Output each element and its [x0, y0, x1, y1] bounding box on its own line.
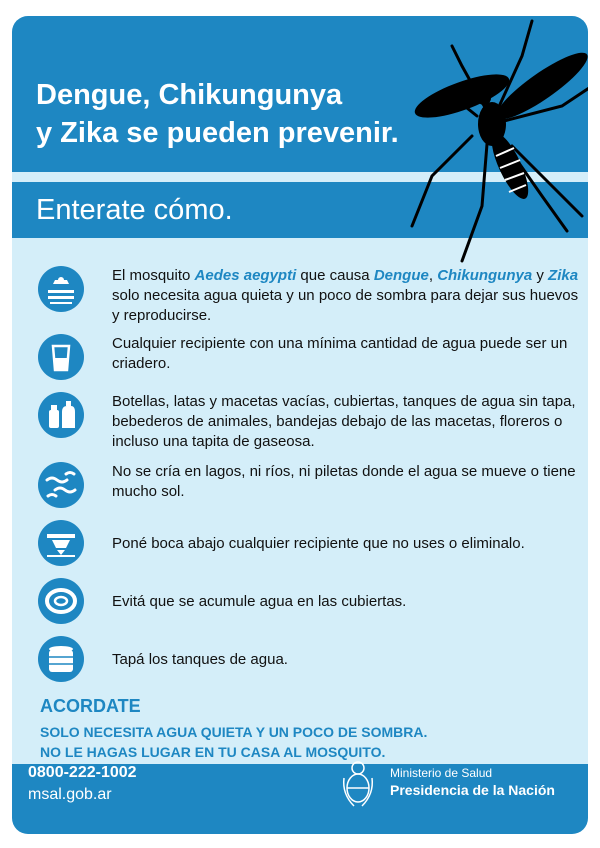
item-text-part: solo necesita agua quieta y un poco de sombra para dejar sus huevos y reproducirse.: [112, 287, 579, 324]
tank-icon: [38, 636, 84, 682]
highlighted-term: Zika: [548, 267, 579, 284]
reminder-message: [40, 722, 427, 762]
title-line-1: Dengue, Chikungunya: [36, 79, 343, 111]
item-text: [112, 266, 582, 326]
item-text-part: El mosquito: [112, 267, 195, 284]
presidency-name: Presidencia de la Nación: [390, 782, 555, 798]
website-link[interactable]: msal.gob.ar: [28, 786, 112, 803]
highlighted-term: Dengue: [373, 267, 429, 284]
tire-icon: [38, 578, 84, 624]
item-text: Tapá los tanques de agua.: [112, 651, 288, 668]
item-text-part: que causa: [296, 267, 374, 284]
mosquito-icon: [392, 16, 588, 266]
reminder-line-2: NO LE HAGAS LUGAR EN TU CASA AL MOSQUITO.: [40, 744, 386, 760]
bottles-icon: [38, 392, 84, 438]
highlighted-term: Aedes aegypti: [194, 267, 297, 284]
reminder-title: ACORDATE: [40, 696, 141, 716]
item-text: Botellas, latas y macetas vacías, cubiertas, tanques de agua sin tapa, bebederos de animales, bandejas debajo de las macetas, floreros o incluso una tapita de gaseosa.: [112, 393, 576, 450]
item-text: Cualquier recipiente con una mínima cantidad de agua puede ser un criadero.: [112, 335, 568, 372]
title-line-2: y Zika se pueden prevenir.: [36, 117, 399, 149]
national-seal-icon: [340, 758, 376, 810]
mosquito-water-icon: [38, 266, 84, 312]
glass-icon: [38, 334, 84, 380]
globe-waves-icon: [38, 462, 84, 508]
upside-down-container-icon: [38, 520, 84, 566]
poster: [12, 16, 588, 834]
subtitle: Enterate cómo.: [36, 194, 233, 226]
item-text-part: ,: [428, 267, 438, 284]
phone-number: 0800-222-1002: [28, 764, 137, 781]
highlighted-term: Chikungunya: [437, 267, 533, 284]
item-text-part: y: [532, 267, 549, 284]
item-text: Poné boca abajo cualquier recipiente que no uses o eliminalo.: [112, 535, 525, 552]
page-title: [36, 76, 399, 152]
item-text: Evitá que se acumule agua en las cubiertas.: [112, 593, 407, 610]
reminder-line-1: SOLO NECESITA AGUA QUIETA Y UN POCO DE SOMBRA.: [40, 724, 428, 740]
item-text: No se cría en lagos, ni ríos, ni piletas donde el agua se mueve o tiene mucho sol.: [112, 463, 576, 500]
ministry-name: Ministerio de Salud: [390, 766, 493, 780]
